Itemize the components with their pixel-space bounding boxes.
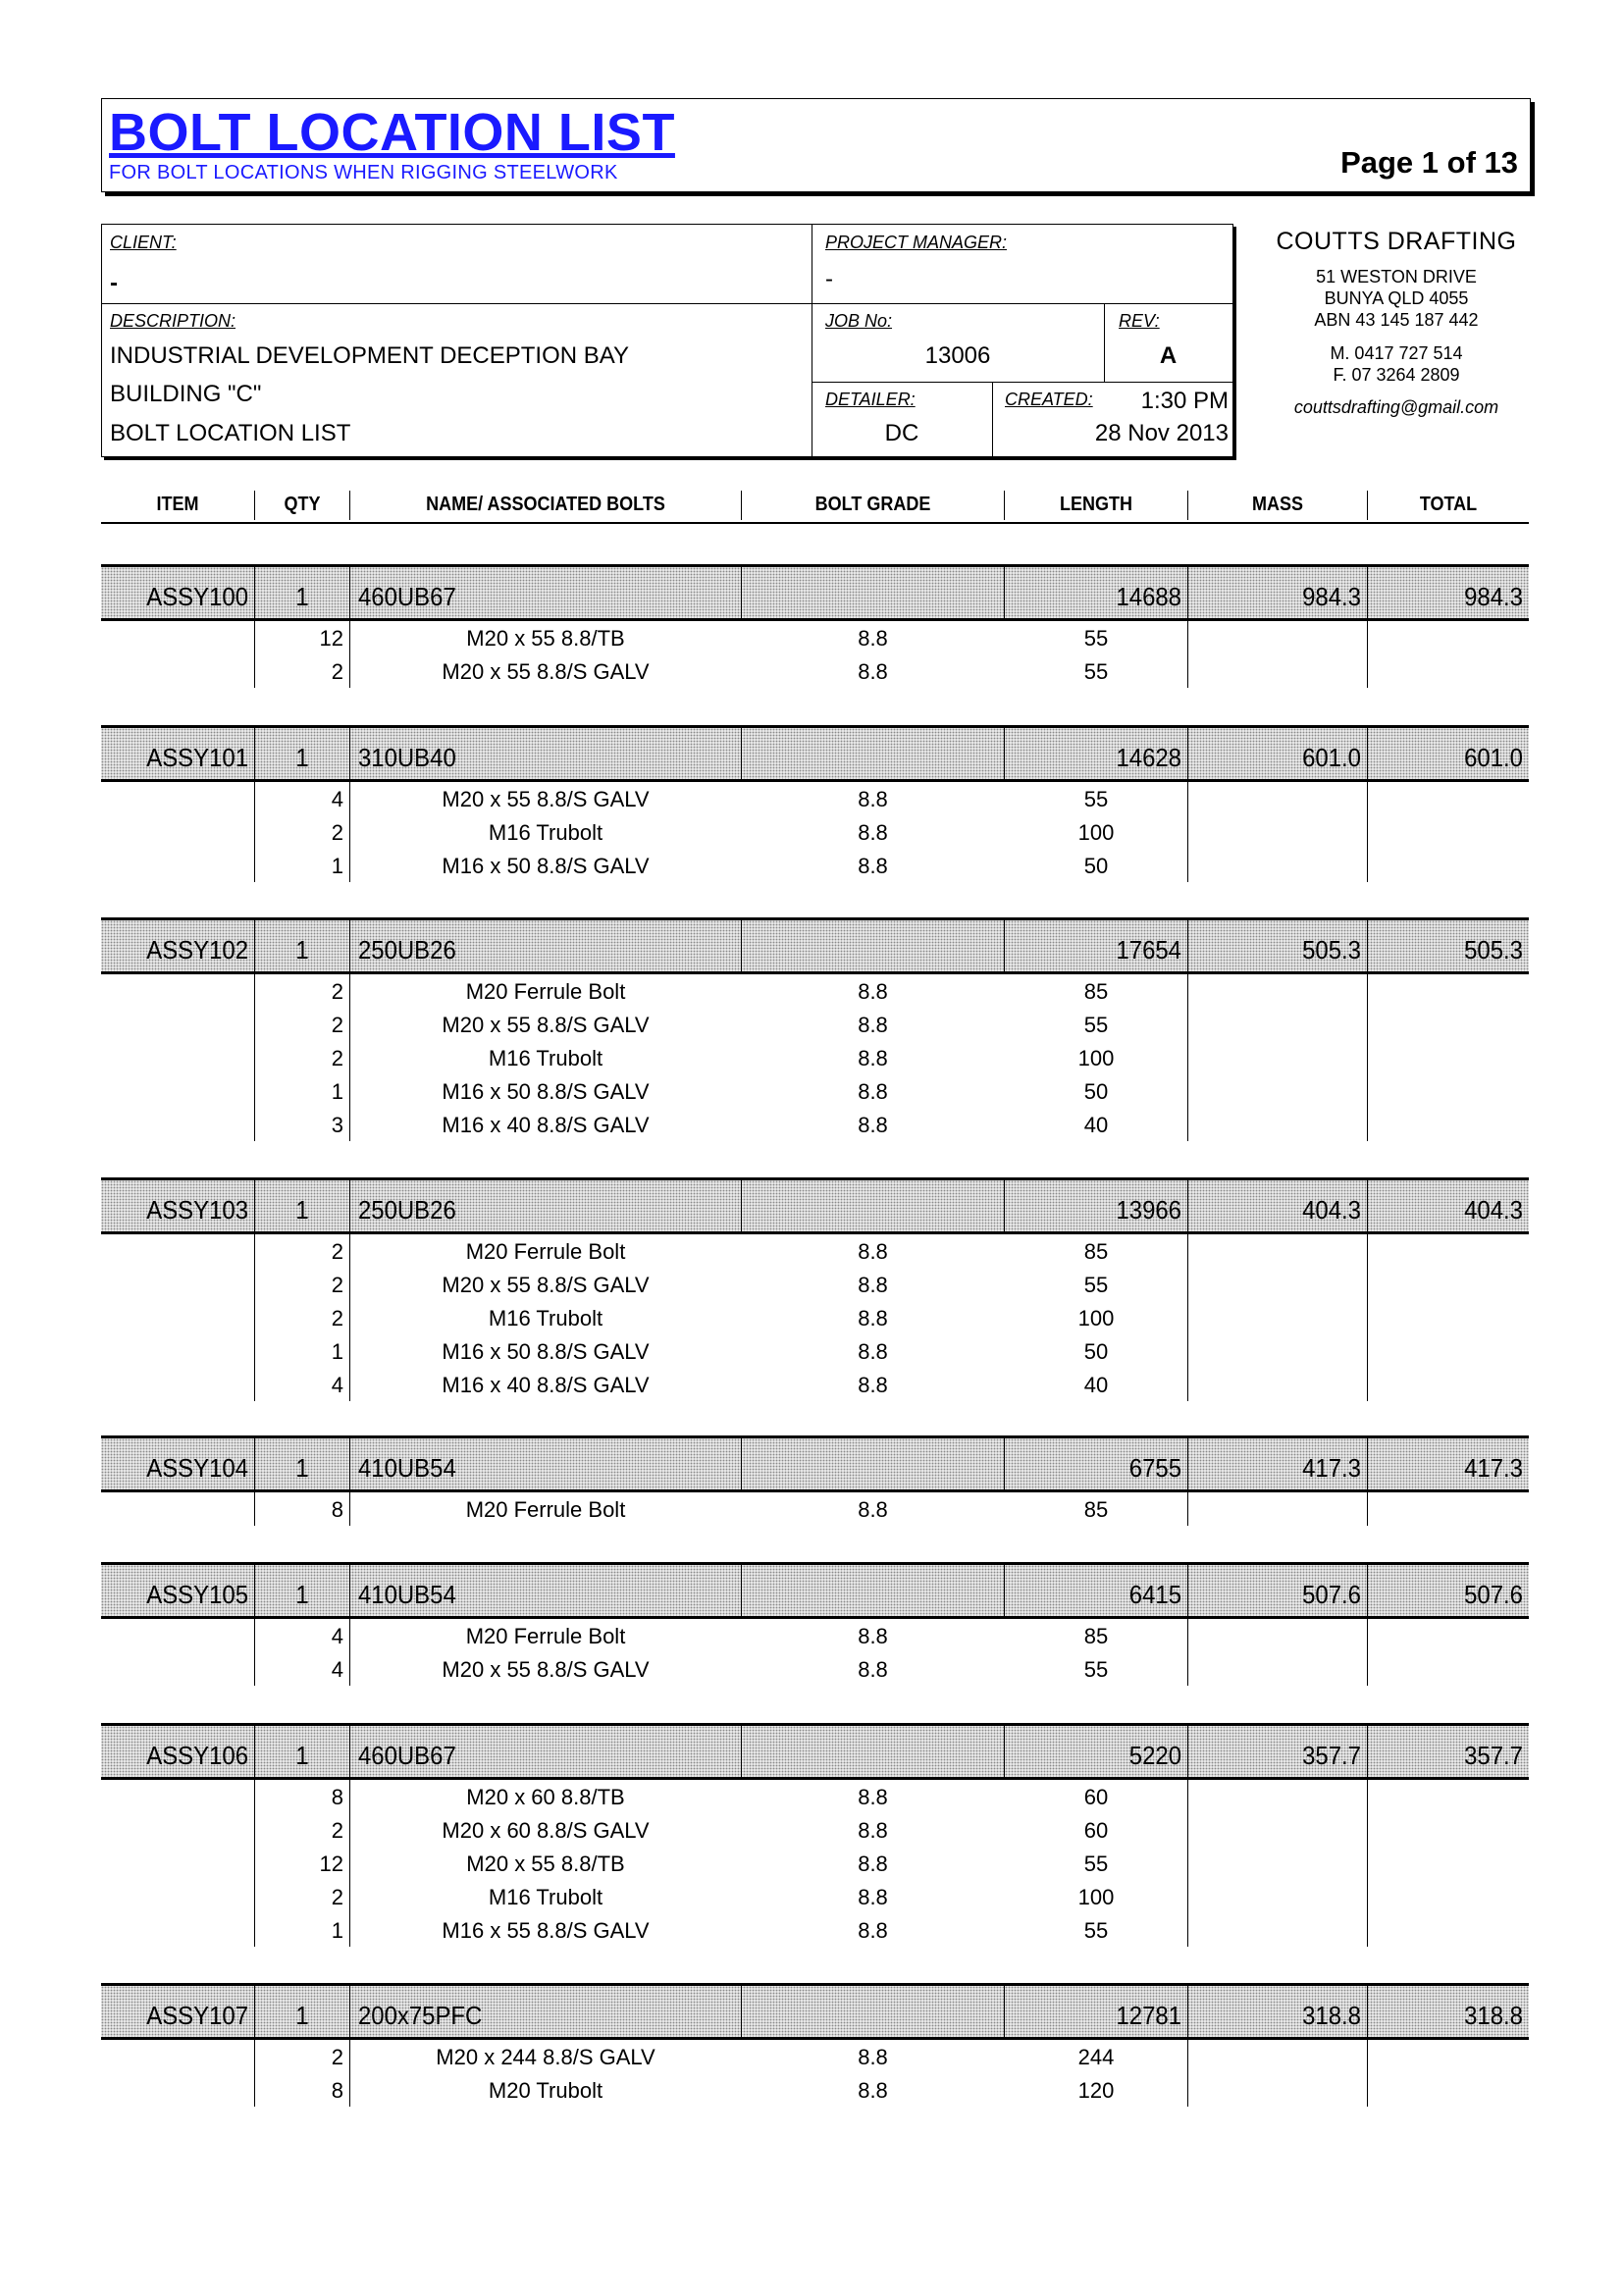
assembly-length: 5220	[1128, 1741, 1181, 1770]
bolt-grade: 8.8	[858, 1497, 888, 1522]
assembly-qty: 1	[295, 743, 309, 772]
bolt-row	[101, 1652, 1529, 1686]
bolt-length: 60	[1083, 1818, 1109, 1843]
bolt-name: M20 x 60 8.8/S GALV	[442, 1818, 650, 1843]
bolt-name: M16 x 40 8.8/S GALV	[442, 1113, 650, 1137]
column-header-mass: MASS	[1251, 494, 1304, 515]
bolt-qty: 2	[331, 1046, 343, 1070]
bolt-qty: 4	[331, 787, 343, 811]
bolt-row	[101, 974, 1529, 1008]
bolt-grade: 8.8	[858, 1306, 888, 1330]
bolt-qty: 2	[331, 979, 343, 1004]
assembly-qty: 1	[295, 935, 309, 965]
bolt-qty: 2	[331, 1306, 343, 1330]
assembly-total: 507.6	[1464, 1580, 1523, 1609]
bolt-row	[101, 1108, 1529, 1141]
revision-value: A	[1159, 342, 1178, 369]
project-info-block	[101, 224, 1233, 457]
bolt-grade: 8.8	[858, 1273, 888, 1297]
assembly-item: ASSY103	[146, 1195, 248, 1225]
bolt-grade: 8.8	[858, 1657, 888, 1682]
bolt-name: M20 x 60 8.8/TB	[466, 1785, 625, 1809]
company-email: couttsdrafting@gmail.com	[1293, 397, 1499, 417]
assembly-length: 14628	[1116, 743, 1181, 772]
column-header-name: NAME/ ASSOCIATED BOLTS	[426, 494, 665, 515]
column-header-item: ITEM	[156, 494, 199, 515]
assembly-name: 410UB54	[358, 1453, 456, 1483]
client-label: CLIENT:	[110, 233, 177, 252]
company-mobile: M. 0417 727 514	[1330, 343, 1463, 363]
project-manager-label: PROJECT MANAGER:	[825, 233, 1008, 252]
bolt-length: 100	[1077, 820, 1115, 845]
bolt-length: 55	[1083, 1273, 1109, 1297]
bolt-length: 85	[1083, 1497, 1109, 1522]
bolt-length: 85	[1083, 979, 1109, 1004]
page-indicator: Page 1 of 13	[1340, 145, 1518, 180]
assembly-mass: 507.6	[1302, 1580, 1361, 1609]
bolt-qty: 2	[331, 1885, 343, 1909]
assembly-row	[101, 1723, 1529, 1780]
bolt-row	[101, 1301, 1529, 1334]
bolt-qty: 1	[331, 854, 343, 878]
bolt-grade: 8.8	[858, 1624, 888, 1648]
assembly-item: ASSY102	[146, 935, 248, 965]
bolt-length: 55	[1083, 1852, 1109, 1876]
company-address-1: 51 WESTON DRIVE	[1316, 267, 1477, 287]
job-number-value: 13006	[924, 342, 991, 369]
bolt-grade: 8.8	[858, 1013, 888, 1037]
assembly-qty: 1	[295, 1741, 309, 1770]
bolt-length: 85	[1083, 1624, 1109, 1648]
assembly-length: 6415	[1128, 1580, 1181, 1609]
created-time: 1:30 PM	[1140, 388, 1229, 414]
bolt-row	[101, 1880, 1529, 1913]
bolt-length: 55	[1083, 659, 1109, 684]
assembly-name: 310UB40	[358, 743, 456, 772]
bolt-qty: 4	[331, 1624, 343, 1648]
assembly-row	[101, 1435, 1529, 1492]
assembly-name: 410UB54	[358, 1580, 456, 1609]
assembly-row	[101, 1177, 1529, 1234]
assembly-total: 357.7	[1464, 1741, 1523, 1770]
bolt-row	[101, 1492, 1529, 1526]
bolt-row	[101, 1334, 1529, 1368]
bolt-grade: 8.8	[858, 2045, 888, 2069]
bolt-qty: 2	[331, 820, 343, 845]
assembly-total: 417.3	[1464, 1453, 1523, 1483]
bolt-row	[101, 1268, 1529, 1301]
bolt-qty: 2	[331, 1818, 343, 1843]
bolt-grade: 8.8	[858, 1885, 888, 1909]
assembly-row	[101, 1983, 1529, 2040]
bolt-row	[101, 782, 1529, 815]
bolt-name: M20 x 244 8.8/S GALV	[436, 2045, 655, 2069]
bolt-length: 244	[1077, 2045, 1115, 2069]
bolt-row	[101, 654, 1529, 688]
bolt-row	[101, 2073, 1529, 2107]
bolt-grade: 8.8	[858, 1079, 888, 1104]
bolt-qty: 1	[331, 1918, 343, 1943]
assembly-item: ASSY100	[146, 582, 248, 611]
description-line-2: BUILDING "C"	[110, 381, 262, 407]
created-date: 28 Nov 2013	[1094, 420, 1229, 446]
detailer-value: DC	[884, 420, 919, 446]
assembly-mass: 404.3	[1302, 1195, 1361, 1225]
bolt-name: M20 Ferrule Bolt	[465, 1239, 626, 1264]
bolt-grade: 8.8	[858, 1818, 888, 1843]
bolt-qty: 1	[331, 1339, 343, 1364]
bolt-length: 100	[1077, 1046, 1115, 1070]
bolt-length: 120	[1077, 2078, 1115, 2103]
bolt-qty: 8	[331, 2078, 343, 2103]
assembly-name: 250UB26	[358, 935, 456, 965]
project-manager-value: -	[825, 266, 833, 292]
assembly-length: 6755	[1128, 1453, 1181, 1483]
bolt-row	[101, 2040, 1529, 2073]
assembly-total: 601.0	[1464, 743, 1523, 772]
bolt-qty: 4	[331, 1373, 343, 1397]
assembly-total: 984.3	[1464, 582, 1523, 611]
column-header-length: LENGTH	[1060, 494, 1132, 515]
bolt-row	[101, 1813, 1529, 1847]
bolt-name: M20 x 55 8.8/S GALV	[442, 1273, 650, 1297]
bolt-length: 55	[1083, 626, 1109, 651]
detailer-label: DETAILER:	[825, 390, 916, 409]
bolt-length: 50	[1083, 1079, 1109, 1104]
bolt-name: M20 Trubolt	[488, 2078, 603, 2103]
bolt-name: M16 x 50 8.8/S GALV	[442, 1339, 650, 1364]
bolt-length: 55	[1083, 1918, 1109, 1943]
assembly-mass: 318.8	[1302, 2001, 1361, 2030]
bolt-name: M20 x 55 8.8/TB	[466, 1852, 625, 1876]
bolt-row	[101, 1847, 1529, 1880]
bolt-grade: 8.8	[858, 626, 888, 651]
bolt-grade: 8.8	[858, 659, 888, 684]
bolt-grade: 8.8	[858, 1852, 888, 1876]
assembly-length: 13966	[1116, 1195, 1181, 1225]
bolt-qty: 12	[319, 1852, 343, 1876]
assembly-item: ASSY104	[146, 1453, 248, 1483]
bolt-name: M16 x 50 8.8/S GALV	[442, 1079, 650, 1104]
assembly-item: ASSY101	[146, 743, 248, 772]
assembly-total: 404.3	[1464, 1195, 1523, 1225]
bolt-grade: 8.8	[858, 979, 888, 1004]
bolt-grade: 8.8	[858, 1113, 888, 1137]
assembly-total: 318.8	[1464, 2001, 1523, 2030]
bolt-grade: 8.8	[858, 820, 888, 845]
bolt-qty: 2	[331, 1013, 343, 1037]
assembly-name: 200x75PFC	[358, 2001, 483, 2030]
bolt-row	[101, 1074, 1529, 1108]
bolt-grade: 8.8	[858, 2078, 888, 2103]
assembly-mass: 505.3	[1302, 935, 1361, 965]
column-header-grade: BOLT GRADE	[814, 494, 931, 515]
bolt-qty: 2	[331, 659, 343, 684]
assembly-length: 17654	[1116, 935, 1181, 965]
bolt-length: 100	[1077, 1306, 1115, 1330]
assembly-total: 505.3	[1464, 935, 1523, 965]
bolt-qty: 4	[331, 1657, 343, 1682]
bolt-name: M20 Ferrule Bolt	[465, 1497, 626, 1522]
assembly-mass: 417.3	[1302, 1453, 1361, 1483]
bolt-name: M20 Ferrule Bolt	[465, 1624, 626, 1648]
bolt-qty: 8	[331, 1497, 343, 1522]
assembly-qty: 1	[295, 1195, 309, 1225]
column-header-qty: QTY	[284, 494, 321, 515]
description-label: DESCRIPTION:	[110, 311, 236, 331]
assembly-qty: 1	[295, 582, 309, 611]
created-label: CREATED:	[1005, 390, 1093, 409]
bolt-length: 50	[1083, 854, 1109, 878]
assembly-length: 12781	[1116, 2001, 1181, 2030]
bolt-qty: 1	[331, 1079, 343, 1104]
bolt-name: M16 Trubolt	[488, 820, 603, 845]
bolt-length: 50	[1083, 1339, 1109, 1364]
assembly-qty: 1	[295, 1453, 309, 1483]
bolt-name: M16 x 55 8.8/S GALV	[442, 1918, 650, 1943]
assembly-mass: 357.7	[1302, 1741, 1361, 1770]
bolt-length: 40	[1083, 1373, 1109, 1397]
bolt-row	[101, 1234, 1529, 1268]
bolt-name: M20 x 55 8.8/S GALV	[442, 787, 650, 811]
bolt-name: M20 x 55 8.8/S GALV	[442, 1013, 650, 1037]
bolt-name: M16 Trubolt	[488, 1885, 603, 1909]
bolt-row	[101, 1041, 1529, 1074]
assembly-row	[101, 564, 1529, 621]
bolt-name: M16 x 40 8.8/S GALV	[442, 1373, 650, 1397]
bolt-qty: 2	[331, 1239, 343, 1264]
client-value: -	[110, 270, 118, 296]
bolt-length: 60	[1083, 1785, 1109, 1809]
table-header	[101, 491, 1529, 524]
bolt-length: 55	[1083, 1013, 1109, 1037]
bolt-grade: 8.8	[858, 1339, 888, 1364]
assembly-qty: 1	[295, 2001, 309, 2030]
bolt-name: M16 x 50 8.8/S GALV	[442, 854, 650, 878]
bolt-name: M16 Trubolt	[488, 1046, 603, 1070]
assembly-item: ASSY106	[146, 1741, 248, 1770]
document-title: BOLT LOCATION LIST	[109, 103, 675, 162]
description-line-3: BOLT LOCATION LIST	[110, 420, 351, 446]
document-subtitle: FOR BOLT LOCATIONS WHEN RIGGING STEELWORK	[109, 162, 618, 183]
bolt-grade: 8.8	[858, 854, 888, 878]
assembly-qty: 1	[295, 1580, 309, 1609]
bolt-row	[101, 1619, 1529, 1652]
company-details	[1244, 228, 1548, 418]
bolt-name: M20 Ferrule Bolt	[465, 979, 626, 1004]
bolt-name: M20 x 55 8.8/S GALV	[442, 659, 650, 684]
assembly-name: 460UB67	[358, 582, 456, 611]
bolt-row	[101, 1008, 1529, 1041]
bolt-qty: 3	[331, 1113, 343, 1137]
bolt-row	[101, 1368, 1529, 1401]
company-address-2: BUNYA QLD 4055	[1324, 288, 1469, 308]
assembly-row	[101, 1562, 1529, 1619]
bolt-length: 55	[1083, 1657, 1109, 1682]
assembly-mass: 601.0	[1302, 743, 1361, 772]
bolt-row	[101, 621, 1529, 654]
company-fax: F. 07 3264 2809	[1333, 365, 1460, 385]
revision-label: REV:	[1119, 311, 1160, 331]
bolt-qty: 2	[331, 2045, 343, 2069]
assembly-length: 14688	[1116, 582, 1181, 611]
bolt-name: M20 x 55 8.8/TB	[466, 626, 625, 651]
bolt-qty: 12	[319, 626, 343, 651]
bolt-grade: 8.8	[858, 1373, 888, 1397]
assembly-name: 460UB67	[358, 1741, 456, 1770]
assembly-row	[101, 725, 1529, 782]
bolt-row	[101, 1913, 1529, 1947]
bolt-length: 40	[1083, 1113, 1109, 1137]
job-number-label: JOB No:	[825, 311, 893, 331]
title-block	[101, 98, 1531, 192]
bolt-qty: 2	[331, 1273, 343, 1297]
bolt-row	[101, 849, 1529, 882]
bolt-grade: 8.8	[858, 1239, 888, 1264]
column-header-total: TOTAL	[1419, 494, 1478, 515]
company-abn: ABN 43 145 187 442	[1314, 310, 1479, 330]
assembly-item: ASSY105	[146, 1580, 248, 1609]
bolt-name: M20 x 55 8.8/S GALV	[442, 1657, 650, 1682]
bolt-grade: 8.8	[858, 1918, 888, 1943]
bolt-length: 85	[1083, 1239, 1109, 1264]
bolt-name: M16 Trubolt	[488, 1306, 603, 1330]
bolt-length: 100	[1077, 1885, 1115, 1909]
bolt-grade: 8.8	[858, 1046, 888, 1070]
assembly-name: 250UB26	[358, 1195, 456, 1225]
bolt-qty: 8	[331, 1785, 343, 1809]
bolt-grade: 8.8	[858, 787, 888, 811]
assembly-row	[101, 917, 1529, 974]
company-name: COUTTS DRAFTING	[1276, 228, 1517, 255]
assembly-mass: 984.3	[1302, 582, 1361, 611]
bolt-row	[101, 1780, 1529, 1813]
bolt-grade: 8.8	[858, 1785, 888, 1809]
assembly-item: ASSY107	[146, 2001, 248, 2030]
bolt-row	[101, 815, 1529, 849]
bolt-length: 55	[1083, 787, 1109, 811]
description-line-1: INDUSTRIAL DEVELOPMENT DECEPTION BAY	[110, 342, 629, 369]
